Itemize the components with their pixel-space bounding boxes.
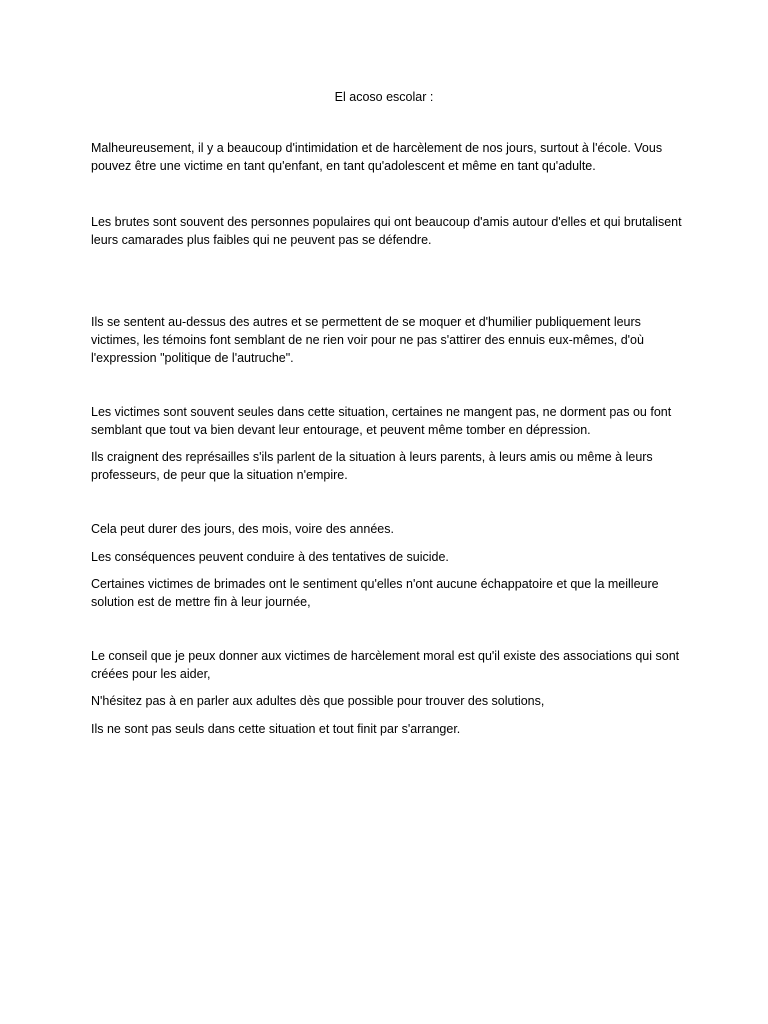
document-title: El acoso escolar : [334, 90, 434, 104]
paragraph-intro: Malheureusement, il y a beaucoup d'intimidation et de harcèlement de nos jours, surtout à l'école. Vous pouvez être une victime en tant qu'enfant, en tant qu'adolescent et même en tant qu'adulte. [91, 141, 663, 173]
paragraph-victims: Les victimes sont souvent seules dans cette situation, certaines ne mangent pas, ne dorment pas ou font semblant que tout va bien devant leur entourage, et peuvent même tomber en dépression. [91, 405, 672, 437]
paragraph-no-escape: Certaines victimes de brimades ont le sentiment qu'elles n'ont aucune échappatoire et que la meilleure solution est de mettre fin à leur journée, [91, 577, 659, 609]
paragraph-duration: Cela peut durer des jours, des mois, voire des années. [91, 522, 394, 536]
paragraph-fear: Ils craignent des représailles s'ils parlent de la situation à leurs parents, à leurs amis ou même à leurs professeurs, de peur que la situation n'empire. [91, 450, 653, 482]
paragraph-consequences: Les conséquences peuvent conduire à des tentatives de suicide. [91, 550, 449, 564]
paragraph-talk: N'hésitez pas à en parler aux adultes dès que possible pour trouver des solutions, [91, 694, 545, 708]
paragraph-not-alone: Ils ne sont pas seuls dans cette situation et tout finit par s'arranger. [91, 722, 461, 736]
paragraph-advice: Le conseil que je peux donner aux victimes de harcèlement moral est qu'il existe des associations qui sont créées pour les aider, [91, 649, 680, 681]
paragraph-superiority: Ils se sentent au-dessus des autres et se permettent de se moquer et d'humilier publiquement leurs victimes, les témoins font semblant de ne rien voir pour ne pas s'attirer des ennuis eux-mêmes, d'où l'expression "politique de l'autruche". [91, 315, 644, 365]
paragraph-bullies: Les brutes sont souvent des personnes populaires qui ont beaucoup d'amis autour d'elles et qui brutalisent leurs camarades plus faibles qui ne peuvent pas se défendre. [91, 215, 682, 247]
